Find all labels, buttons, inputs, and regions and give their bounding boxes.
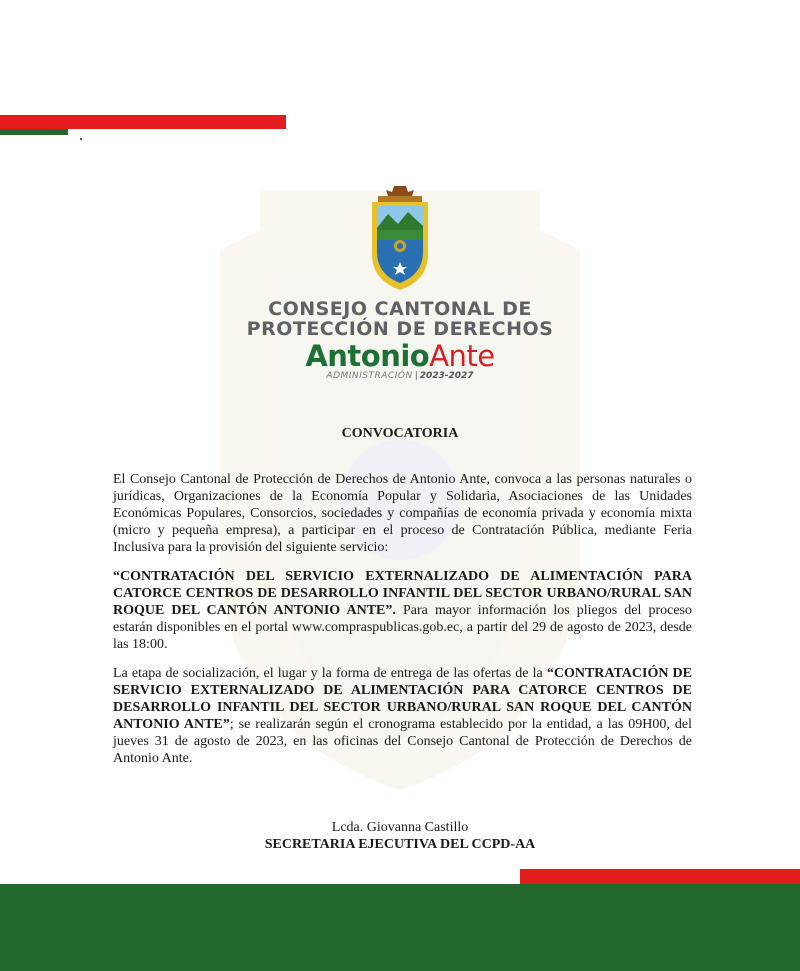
brand-wordmark [0,338,800,374]
coat-of-arms-emblem [364,184,436,294]
socialization-intro: La etapa de socialización, el lugar y la forma de entrega de las ofertas de la [113,666,547,681]
paragraph-intro: El Consejo Cantonal de Protección de Derechos de Antonio Ante, convoca a las personas naturales o jurídicas, Organizaciones de la Economía Popular y Solidaria, Asociaciones de las Unidades Económicas Populares, Consorcios, sociedades y compañías de economía privada y economía mixta (micro y pequeña empresa), a participar en el proceso de Contratación Pública, mediante Feria Inclusiva para la provisión del siguiente servicio: [113,472,692,555]
administration-tagline [0,371,800,381]
header-red-bar [0,115,286,129]
paragraph-socialization [113,665,692,767]
service-name-bold: “CONTRATACIÓN DEL SERVICIO EXTERNALIZADO DE ALIMENTACIÓN PARA CATORCE CENTROS DE DESARROLLO INFANTIL DEL SECTOR URBANO/RURAL SAN ROQUE DEL CANTÓN ANTONIO ANTE”. [113,569,692,618]
header-green-bar [0,129,68,135]
socialization-service-bold: “CONTRATACIÓN DE SERVICIO EXTERNALIZADO DE ALIMENTACIÓN PARA CATORCE CENTROS DE DESARROLLO INFANTIL DEL SECTOR URBANO/RURAL SAN ROQUE DEL CANTÓN ANTONIO ANTE” [113,666,692,732]
brand-part-antonio: Antonio [305,339,430,373]
signer-role: SECRETARIA EJECUTIVA DEL CCPD-AA [264,837,536,852]
admin-years: 2023-2027 [419,371,474,381]
paragraph-service [113,568,692,653]
org-name-line-1: CONSEJO CANTONAL DE [268,298,532,320]
signer-name: Lcda. Giovanna Castillo [331,820,469,835]
document-title: CONVOCATORIA [341,426,459,441]
brand-part-ante: Ante [429,339,495,373]
socialization-details: ; se realizarán según el cronograma establecido por la entidad, a las 09H00, del jueves 31 de agosto de 2023, en las oficinas del Consejo Cantonal de Protección de Derechos de Antonio Ante. [113,717,692,766]
org-name-line-2: PROTECCIÓN DE DERECHOS [246,318,554,340]
admin-separator: | [414,371,418,381]
admin-label: ADMINISTRACIÓN [326,371,413,381]
service-info-text: Para mayor información los pliegos del proceso estarán disponibles en el portal www.compraspublicas.gob.ec, a partir del 29 de agosto de 2023, desde las 18:00. [113,603,693,652]
footer-red-bar [520,869,800,884]
footer-green-band [0,884,800,971]
stray-dot [80,138,82,140]
